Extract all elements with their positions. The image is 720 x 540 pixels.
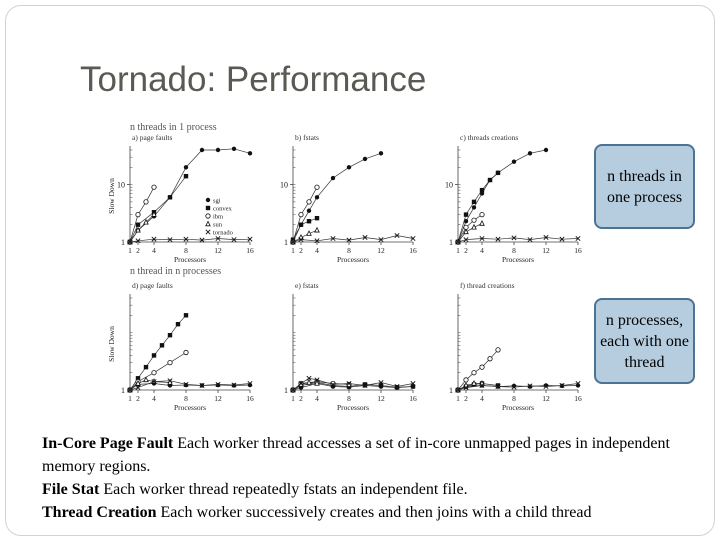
data-point xyxy=(464,212,468,216)
data-point xyxy=(528,384,532,388)
data-point xyxy=(136,223,140,227)
data-point xyxy=(248,151,252,155)
panel-title: a) page faults xyxy=(132,133,173,142)
panel-2 xyxy=(445,133,582,264)
row-label: n thread in n processes xyxy=(130,266,222,277)
x-tick-label: 16 xyxy=(246,394,254,403)
data-point xyxy=(472,225,476,229)
data-point xyxy=(200,148,204,152)
series-sgi xyxy=(128,147,252,245)
series-tornado xyxy=(128,236,252,244)
panel-1 xyxy=(280,133,417,264)
data-point xyxy=(472,371,476,375)
data-point xyxy=(315,195,319,199)
x-tick-label: 12 xyxy=(377,394,385,403)
x-tick-label: 1 xyxy=(291,394,295,403)
data-point xyxy=(307,231,311,235)
data-point xyxy=(472,200,476,204)
data-point xyxy=(480,221,484,225)
data-point xyxy=(480,188,484,192)
data-point xyxy=(480,212,484,216)
data-point xyxy=(206,214,210,218)
panel-title: d) page faults xyxy=(132,281,173,290)
x-tick-label: 12 xyxy=(214,394,222,403)
x-tick-label: 4 xyxy=(315,394,319,403)
y-tick-label: 1 xyxy=(449,238,453,247)
data-point xyxy=(480,365,484,369)
series-convex xyxy=(291,216,319,242)
x-tick-label: 16 xyxy=(409,246,417,255)
legend-entry: tornado xyxy=(213,229,233,237)
x-tick-label: 8 xyxy=(347,394,351,403)
data-point xyxy=(216,148,220,152)
data-point xyxy=(136,212,140,216)
x-tick-label: 8 xyxy=(512,394,516,403)
x-tick-label: 16 xyxy=(409,394,417,403)
series-convex xyxy=(128,174,188,244)
data-point xyxy=(307,200,311,204)
data-point xyxy=(168,360,172,364)
data-point xyxy=(472,381,476,385)
x-tick-label: 8 xyxy=(512,246,516,255)
data-point xyxy=(331,176,335,180)
y-tick-label: 1 xyxy=(284,386,288,395)
row-label: n threads in 1 process xyxy=(130,122,217,133)
y-tick-label: 10 xyxy=(445,180,453,190)
text-thread-creation: Each worker successively creates and then joins with a child thread xyxy=(156,504,592,521)
data-point xyxy=(206,221,210,225)
data-point xyxy=(176,322,180,326)
x-axis-label: Processors xyxy=(501,255,535,264)
x-tick-label: 1 xyxy=(456,246,460,255)
y-tick-label: 10 xyxy=(280,180,288,190)
x-tick-label: 4 xyxy=(315,246,319,255)
x-tick-label: 2 xyxy=(464,246,468,255)
y-axis-label: Slow Down xyxy=(107,326,116,362)
series-convex xyxy=(456,381,500,392)
data-point xyxy=(168,333,172,337)
data-point xyxy=(299,223,303,227)
y-tick-label: 1 xyxy=(449,386,453,395)
y-axis-label: Slow Down xyxy=(107,178,116,214)
data-point xyxy=(488,178,492,182)
y-tick-label: 10 xyxy=(117,180,125,190)
data-point xyxy=(307,219,311,223)
data-point xyxy=(232,147,236,151)
series-line xyxy=(293,236,413,243)
x-tick-label: 8 xyxy=(184,246,188,255)
data-point xyxy=(528,151,532,155)
data-point xyxy=(315,185,319,189)
charts-area xyxy=(100,120,590,420)
series-line xyxy=(130,215,154,242)
x-tick-label: 1 xyxy=(456,394,460,403)
x-tick-label: 12 xyxy=(377,246,385,255)
legend-entry: ibm xyxy=(213,213,224,221)
data-point xyxy=(347,165,351,169)
x-axis-label: Processors xyxy=(173,403,207,412)
x-tick-label: 4 xyxy=(152,394,156,403)
x-axis-label: Processors xyxy=(173,255,207,264)
series-tornado xyxy=(456,235,580,244)
text-file-stat: Each worker thread repeatedly fstats an independent file. xyxy=(99,481,468,498)
data-point xyxy=(379,151,383,155)
legend-entry: convex xyxy=(213,205,232,213)
data-point xyxy=(184,350,188,354)
description-thread-creation xyxy=(42,501,702,524)
x-tick-label: 4 xyxy=(480,394,484,403)
data-point xyxy=(464,378,468,382)
x-tick-label: 1 xyxy=(291,246,295,255)
legend-entry: sun xyxy=(213,221,223,229)
x-tick-label: 12 xyxy=(214,246,222,255)
series-line xyxy=(458,150,546,242)
text-page-fault: Each worker thread accesses a set of in-core unmapped pages in independent memory regions. xyxy=(42,435,670,475)
data-point xyxy=(152,371,156,375)
x-tick-label: 2 xyxy=(299,394,303,403)
data-point xyxy=(395,385,399,389)
data-point xyxy=(299,212,303,216)
description xyxy=(42,432,702,524)
y-tick-label: 1 xyxy=(121,238,125,247)
x-tick-label: 12 xyxy=(542,246,550,255)
data-point xyxy=(152,353,156,357)
data-point xyxy=(472,205,476,209)
slide-title: Tornado: Performance xyxy=(80,60,427,99)
panel-title: b) fstats xyxy=(295,133,319,142)
data-point xyxy=(315,216,319,220)
x-axis-label: Processors xyxy=(336,255,370,264)
x-tick-label: 1 xyxy=(128,394,132,403)
y-tick-label: 1 xyxy=(121,386,125,395)
data-point xyxy=(307,209,311,213)
data-point xyxy=(315,228,319,232)
data-point xyxy=(184,174,188,178)
term-thread-creation: Thread Creation xyxy=(42,504,157,521)
data-point xyxy=(160,343,164,347)
data-point xyxy=(144,200,148,204)
term-file-stat: File Stat xyxy=(42,481,100,498)
x-tick-label: 8 xyxy=(184,394,188,403)
callout-processes: n processes, each with one thread xyxy=(594,298,695,384)
panel-title: c) threads creations xyxy=(460,133,519,142)
data-point xyxy=(184,313,188,317)
y-tick-label: 1 xyxy=(284,238,288,247)
data-point xyxy=(206,206,210,210)
data-point xyxy=(488,357,492,361)
x-tick-label: 12 xyxy=(542,394,550,403)
panel-5 xyxy=(449,281,582,412)
description-page-fault xyxy=(42,432,702,478)
data-point xyxy=(544,148,548,152)
data-point xyxy=(206,198,210,202)
x-tick-label: 2 xyxy=(299,246,303,255)
data-point xyxy=(184,165,188,169)
description-file-stat xyxy=(42,478,702,501)
data-point xyxy=(206,230,210,234)
x-axis-label: Processors xyxy=(336,403,370,412)
legend-entry: sgi xyxy=(213,197,221,205)
x-tick-label: 4 xyxy=(152,246,156,255)
data-point xyxy=(512,160,516,164)
data-point xyxy=(152,185,156,189)
x-tick-label: 2 xyxy=(464,394,468,403)
performance-charts xyxy=(100,120,590,415)
x-tick-label: 16 xyxy=(246,246,254,255)
data-point xyxy=(363,157,367,161)
x-tick-label: 2 xyxy=(136,394,140,403)
x-tick-label: 16 xyxy=(574,394,582,403)
panel-4 xyxy=(284,281,417,412)
series-line xyxy=(130,149,250,242)
x-axis-label: Processors xyxy=(501,403,535,412)
x-tick-label: 8 xyxy=(347,246,351,255)
series-sun xyxy=(128,212,156,244)
data-point xyxy=(168,195,172,199)
data-point xyxy=(472,218,476,222)
data-point xyxy=(496,348,500,352)
x-tick-label: 2 xyxy=(136,246,140,255)
series-line xyxy=(293,153,381,242)
data-point xyxy=(307,380,311,384)
data-point xyxy=(496,171,500,175)
term-page-fault: In-Core Page Fault xyxy=(42,435,174,452)
panel-0 xyxy=(107,133,254,264)
x-tick-label: 4 xyxy=(480,246,484,255)
series-sgi xyxy=(291,151,383,244)
series-sgi xyxy=(128,381,252,392)
x-tick-label: 16 xyxy=(574,246,582,255)
x-tick-label: 1 xyxy=(128,246,132,255)
data-point xyxy=(144,365,148,369)
panel-title: f) thread creations xyxy=(460,281,515,290)
panel-3 xyxy=(107,281,254,412)
callout-threads: n threads in one process xyxy=(594,144,695,229)
panel-title: e) fstats xyxy=(295,281,319,290)
